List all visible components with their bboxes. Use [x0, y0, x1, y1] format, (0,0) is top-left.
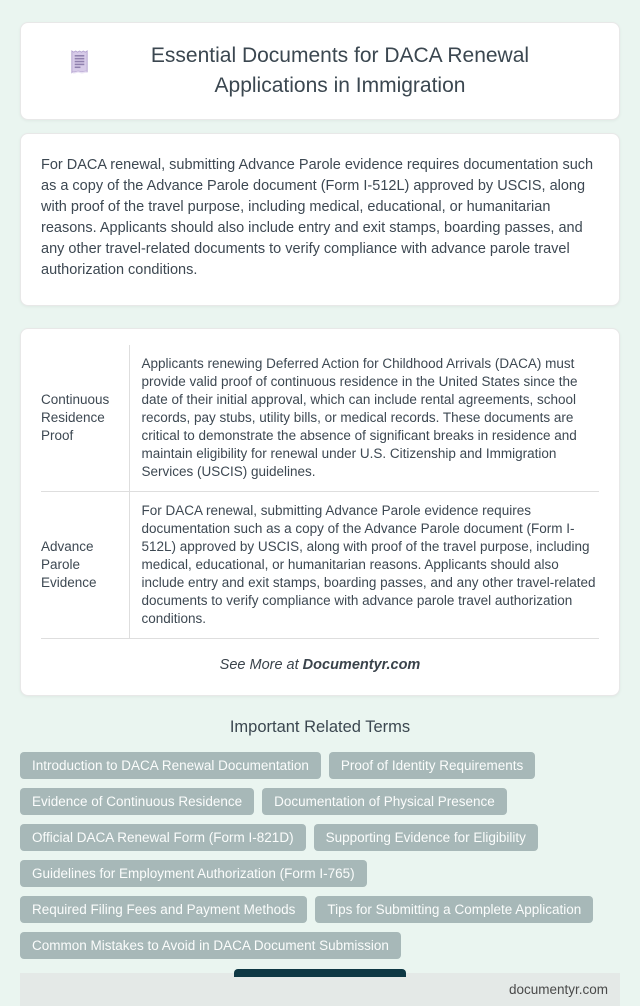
related-term-tag[interactable]: Required Filing Fees and Payment Methods [20, 896, 307, 923]
see-more-line [41, 657, 599, 673]
term-cell: Advance Parole Evidence [41, 492, 129, 639]
related-term-tag[interactable]: Proof of Identity Requirements [329, 752, 535, 779]
summary-card [20, 133, 620, 306]
term-cell: Continuous Residence Proof [41, 345, 129, 492]
description-cell: For DACA renewal, submitting Advance Parole evidence requires documentation such as a copy of the Advance Parole document (Form I-512L) approved by USCIS, along with proof of the travel purpose, including medical, educational, or humanitarian reasons. Applicants should also include entry and exit stamps, boarding passes, and any other travel-related documents to verify compliance with advance parole travel authorization conditions. [129, 492, 599, 639]
footer-bar [20, 973, 620, 1006]
related-term-tag[interactable]: Introduction to DACA Renewal Documentation [20, 752, 321, 779]
summary-text: For DACA renewal, submitting Advance Parole evidence requires documentation such as a copy of the Advance Parole document (Form I-512L) approved by USCIS, along with proof of the travel purpose, including medical, educational, or humanitarian reasons. Applicants should also include entry and exit stamps, boarding passes, and any other travel-related documents to verify compliance with advance parole travel authorization conditions. [41, 157, 594, 278]
see-more-prefix: See More at [219, 657, 303, 673]
details-table-body [41, 345, 599, 639]
header-card [20, 22, 620, 120]
related-terms-heading: Important Related Terms [229, 718, 411, 736]
details-table-row [41, 345, 599, 492]
related-term-tag[interactable]: Tips for Submitting a Complete Application [315, 896, 593, 923]
related-term-tag[interactable]: Evidence of Continuous Residence [20, 788, 254, 815]
related-term-tag[interactable]: Guidelines for Employment Authorization (Form I-765) [20, 860, 367, 887]
related-term-tag[interactable]: Documentation of Physical Presence [262, 788, 507, 815]
related-term-tag[interactable]: Common Mistakes to Avoid in DACA Document Submission [20, 932, 401, 959]
see-more-site-link[interactable]: Documentyr.com [302, 657, 421, 673]
related-term-tag[interactable]: Official DACA Renewal Form (Form I-821D) [20, 824, 306, 851]
related-term-tag[interactable]: Supporting Evidence for Eligibility [314, 824, 538, 851]
details-card [20, 328, 620, 696]
related-terms-tags [20, 752, 620, 959]
footer-site-label: documentyr.com [508, 982, 608, 997]
details-table-row [41, 492, 599, 639]
description-cell: Applicants renewing Deferred Action for Childhood Arrivals (DACA) must provide valid proof of continuous residence in the United States since the date of their initial approval, which can include rental agreements, school records, pay stubs, utility bills, or medical records. These documents are critical to demonstrate the absence of significant breaks in residence and maintain eligibility for renewal under U.S. Citizenship and Immigration Services (USCIS) guidelines. [129, 345, 599, 492]
page-title: Essential Documents for DACA Renewal Applications in Immigration [150, 44, 530, 97]
details-table [41, 345, 599, 639]
receipt-icon [68, 49, 91, 81]
home-indicator [234, 969, 406, 977]
